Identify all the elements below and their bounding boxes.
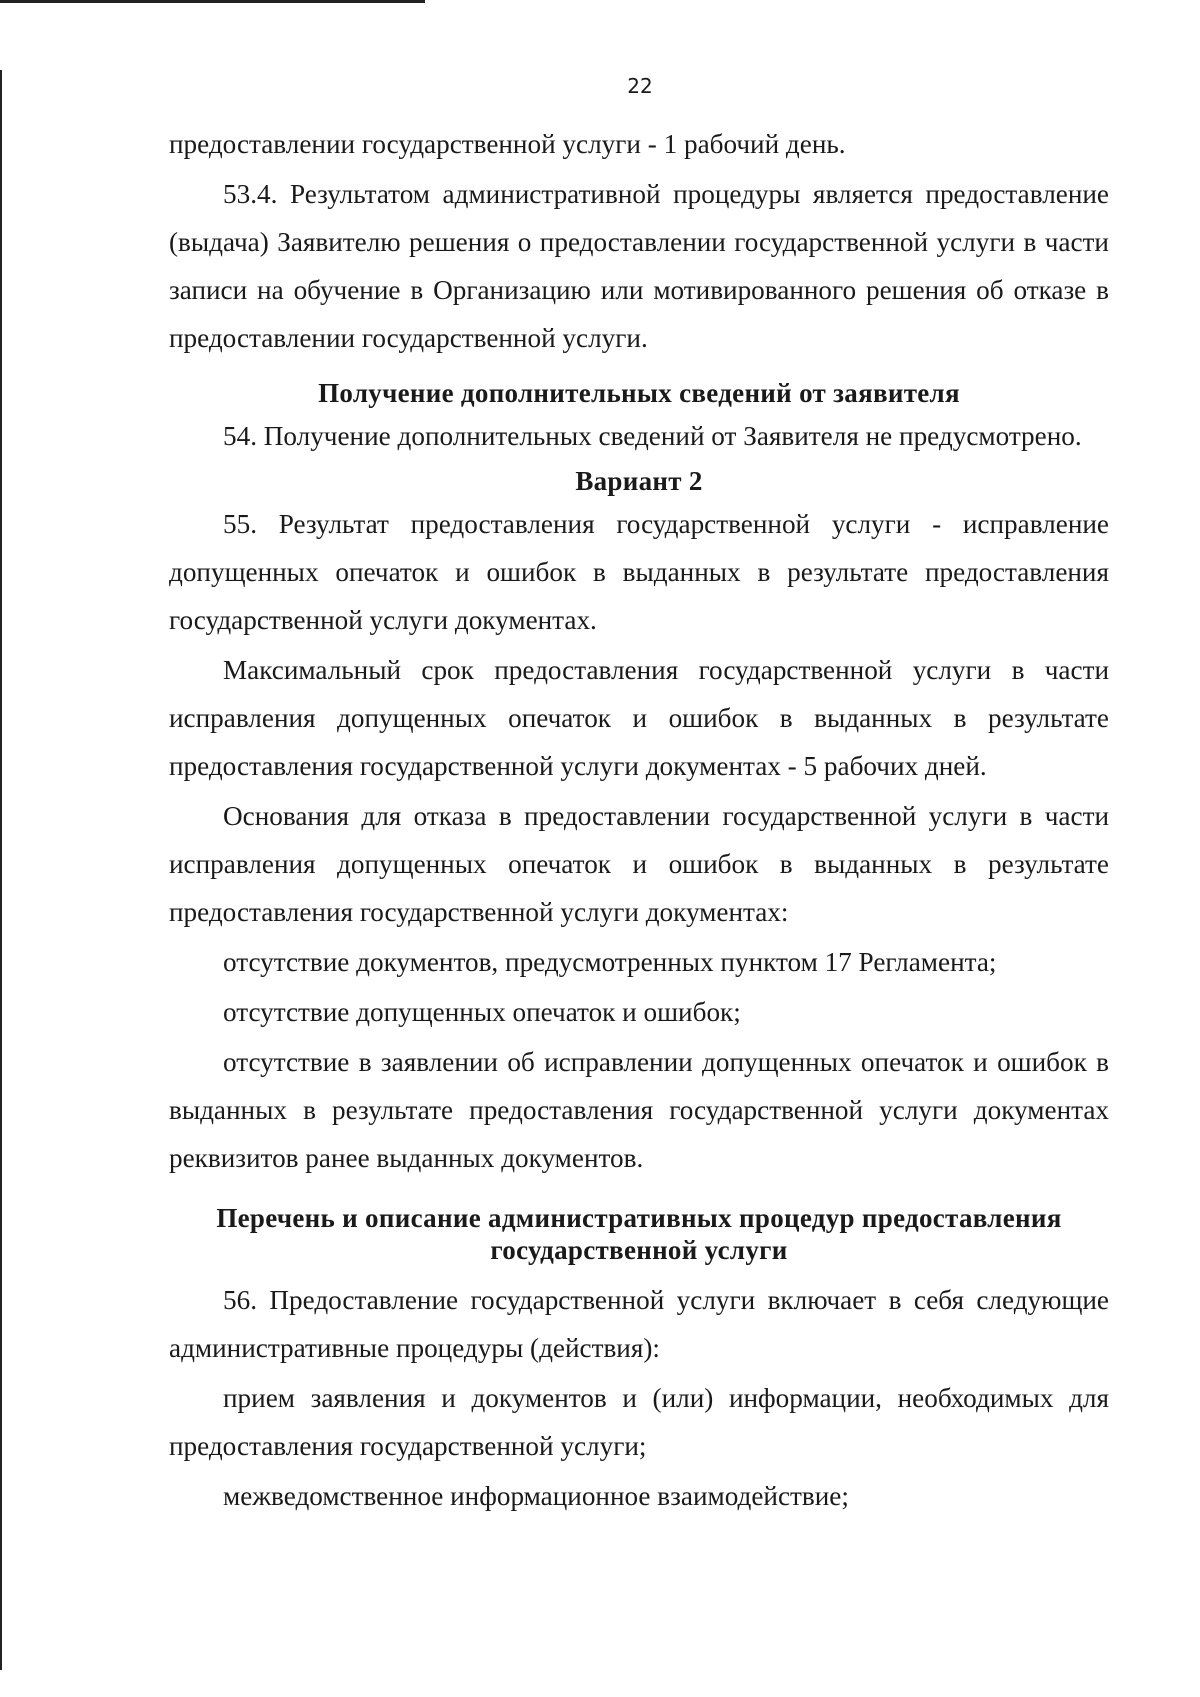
paragraph-55: 55. Результат предоставления государственной услуги - исправление допущенных опечаток и ошибок в выданных в результате предоставления государственной услуги документах. bbox=[169, 509, 1109, 635]
heading-procedures-list bbox=[169, 1202, 1109, 1266]
paragraph-refusal-grounds: Основания для отказа в предоставлении государственной услуги в части исправления допущенных опечаток и ошибок в выданных в результате предоставления государственной услуги документах: bbox=[169, 801, 1109, 927]
heading-additional-info: Получение дополнительных сведений от заявителя bbox=[318, 378, 960, 408]
heading-variant-2: Вариант 2 bbox=[575, 466, 703, 496]
scan-top-edge bbox=[0, 0, 425, 3]
document-body bbox=[169, 120, 1109, 1522]
scan-left-edge bbox=[0, 70, 2, 1670]
paragraph-53-4: 53.4. Результатом административной процедуры является предоставление (выдача) Заявителю решения о предоставлении государственной услуги в части записи на обучение в Организацию или мотивированного решения об отказе в предоставлении государственной услуги. bbox=[169, 179, 1109, 353]
paragraph-procedure-2: межведомственное информационное взаимодействие; bbox=[223, 1481, 849, 1511]
paragraph-ground-3: отсутствие в заявлении об исправлении допущенных опечаток и ошибок в выданных в результате предоставления государственной услуги документах реквизитов ранее выданных документов. bbox=[169, 1047, 1109, 1173]
paragraph-ground-2: отсутствие допущенных опечаток и ошибок; bbox=[223, 997, 741, 1027]
paragraph-56: 56. Предоставление государственной услуги включает в себя следующие административные процедуры (действия): bbox=[169, 1285, 1109, 1363]
paragraph-continuation: предоставлении государственной услуги - 1 рабочий день. bbox=[169, 129, 846, 159]
heading-procedures-line-2: государственной услуги bbox=[490, 1235, 788, 1265]
paragraph-procedure-1: прием заявления и документов и (или) информации, необходимых для предоставления государственной услуги; bbox=[169, 1383, 1109, 1461]
heading-procedures-line-1: Перечень и описание административных процедур предоставления bbox=[216, 1203, 1062, 1233]
paragraph-54: 54. Получение дополнительных сведений от Заявителя не предусмотрено. bbox=[223, 421, 1082, 451]
page-number: 22 bbox=[627, 74, 653, 98]
paragraph-ground-1: отсутствие документов, предусмотренных пунктом 17 Регламента; bbox=[223, 947, 997, 977]
paragraph-max-term: Максимальный срок предоставления государственной услуги в части исправления допущенных опечаток и ошибок в выданных в результате предоставления государственной услуги документах - 5 рабочих дней. bbox=[169, 655, 1109, 781]
